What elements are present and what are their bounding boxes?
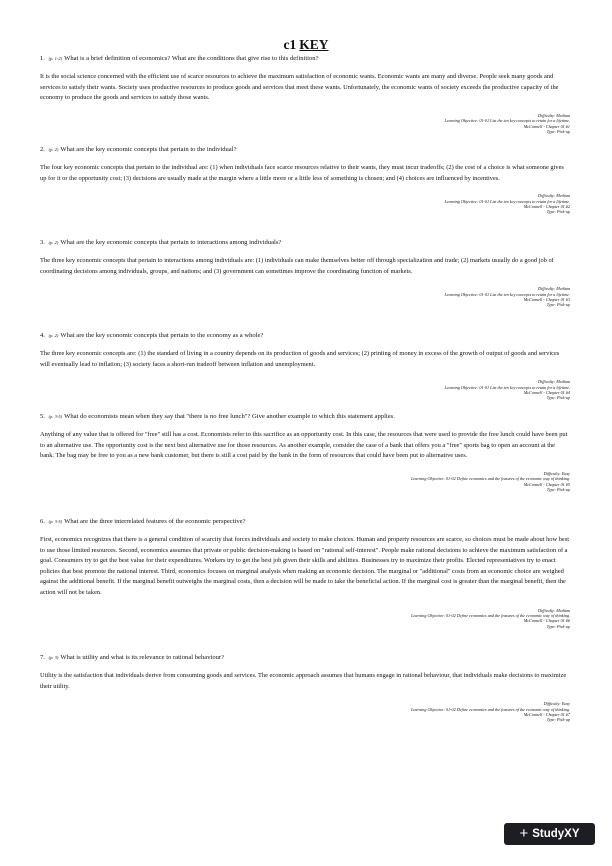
question-number: 1. <box>40 55 45 62</box>
difficulty-label: Difficulty: Medium <box>538 112 570 118</box>
question-text: What are the key economic concepts that pertain to interactions among individuals? <box>60 239 282 246</box>
objective-label: Learning Objective: 01-02 Define economics and the features of the economic way of thinking. <box>411 476 570 482</box>
objective-label: Learning Objective: 01-01 List the ten key concepts to retain for a lifetime. <box>444 291 570 297</box>
question-text: What are the three interrelated features of the economic perspective? <box>64 518 246 525</box>
difficulty-label: Difficulty: Easy <box>543 701 570 707</box>
question-number: 6. <box>40 518 45 525</box>
question-pages: (p. 2) <box>48 147 59 152</box>
plus-icon: + <box>519 825 529 842</box>
type-label: Type: Pick-up <box>546 302 570 308</box>
question-meta <box>40 286 570 308</box>
question-block <box>40 412 570 492</box>
difficulty-label: Difficulty: Medium <box>538 286 570 292</box>
question-text: What is utility and what is its relevance to rational behaviour? <box>60 654 225 661</box>
objective-label: Learning Objective: 01-01 List the ten key concepts to retain for a lifetime. <box>444 384 570 390</box>
reference-label: McConnell - Chapter 01 #6 <box>523 618 570 624</box>
question-block <box>40 331 570 401</box>
answer-text: Anything of any value that is offered for "free" still has a cost. Economists refer to this sacrifice as an opportunity cost. In this case, the resources that were used to provide the free lunch could have been put to an alternative use. The opportunity cost is the next best alternative use for those resources. As another example, consider the case of a bank that offers you a "free" sports bag to open an account at the bank. The bag may be free to you as a new bank customer, but there is still a cost paid by the bank in the form of resources that could have been put to alternative uses. <box>40 431 568 460</box>
type-label: Type: Pick-up <box>546 209 570 215</box>
question-meta <box>40 701 570 723</box>
question-block <box>40 238 570 308</box>
question-meta <box>40 379 570 401</box>
answer-text: The three key economic concepts are: (1) the standard of living in a country depends on its production of goods and services; (2) printing of money in excess of the growth of output of goods and services will eventually lead to inflation; (3) society faces a short-run tradeoff between inflation and unemployment. <box>40 350 560 368</box>
type-label: Type: Pick-up <box>546 395 570 401</box>
title-prefix: c1 <box>283 37 297 52</box>
question-meta <box>40 193 570 215</box>
question-pages: (p. 2) <box>48 240 59 245</box>
answer-text: The four key economic concepts that pertain to the individual are: (1) when individuals face scarce resources relative to their wants, they must incur tradeoffs; (2) the cost of a choice is what someone gives up for it or the opportunity cost; (3) decisions are usually made at the margin where a little more or a little less of something is chosen; and (4) choices are influenced by incentives. <box>40 164 564 182</box>
question-text: What do economists mean when they say that "there is no free lunch"? Give another example to which this statement applies. <box>64 413 395 420</box>
type-label: Type: Pick-up <box>546 129 570 134</box>
question-meta <box>40 113 570 135</box>
question-block <box>40 517 570 629</box>
reference-label: McConnell - Chapter 01 #4 <box>523 390 570 395</box>
difficulty-label: Difficulty: Medium <box>538 607 570 613</box>
objective-label: Learning Objective: 01-02 Define economics and the features of the economic way of thinking. <box>411 706 570 712</box>
question-number: 5. <box>40 413 45 420</box>
question-pages: (p. 3) <box>48 655 59 660</box>
objective-label: Learning Objective: 01-01 List the ten key concepts to retain for a lifetime. <box>444 118 570 124</box>
objective-label: Learning Objective: 01-02 Define economics and the features of the economic way of thinking. <box>411 612 570 618</box>
difficulty-label: Difficulty: Easy <box>543 470 570 476</box>
question-meta <box>40 608 570 630</box>
studyxy-logo <box>504 823 595 845</box>
answer-text: Utility is the satisfaction that individuals derive from consuming goods and services. The economic approach assumes that humans engage in rational behaviour, that individuals make decisions to maximize their utility. <box>40 672 567 690</box>
question-number: 3. <box>40 239 45 246</box>
question-block <box>40 54 570 134</box>
answer-text: First, economics recognizes that there is a general condition of scarcity that forces individuals and society to make choices. Human and property resources are scarce, so choices must be made about how best to use those limited resources. Second, economics assumes that private or public decision-making is based on "rational self-interest". People make rational decisions to achieve the maximum satisfaction of a goal. Consumers try to get the best value for their expenditures. Workers try to get the best job given their skills and abilities. Businesses try to maximize their profits. Elected representatives try to enact policies that best promote the national interest. Third, economics focuses on marginal analysis when making an economic decision. The marginal or "additional" costs from an economic choice are weighed against the additional benefit. If the marginal benefit outweighs the marginal costs, then a decision will be made to take the beneficial action. If the marginal cost is greater than the marginal benefit, then the action will not be taken. <box>40 536 570 596</box>
type-label: Type: Pick-up <box>546 717 570 723</box>
reference-label: McConnell - Chapter 01 #2 <box>523 204 570 209</box>
question-text: What are the key economic concepts that pertain to the individual? <box>60 146 237 153</box>
question-line <box>40 145 570 154</box>
question-pages: (p. 3-5) <box>48 519 63 524</box>
question-meta <box>40 471 570 493</box>
question-pages: (p. 3-5) <box>48 414 63 419</box>
question-pages: (p. 1-2) <box>48 56 63 61</box>
objective-label: Learning Objective: 01-01 List the ten key concepts to retain for a lifetime. <box>444 198 570 204</box>
question-line <box>40 653 570 662</box>
difficulty-label: Difficulty: Medium <box>538 193 570 199</box>
question-number: 4. <box>40 332 45 339</box>
reference-label: McConnell - Chapter 01 #1 <box>523 123 570 129</box>
question-text: What is a brief definition of economics? What are the conditions that give rise to this definition? <box>64 55 319 62</box>
question-block <box>40 653 570 723</box>
question-line <box>40 517 570 526</box>
question-number: 2. <box>40 146 45 153</box>
question-pages: (p. 2) <box>48 333 59 338</box>
question-line <box>40 54 570 63</box>
difficulty-label: Difficulty: Medium <box>538 379 570 385</box>
question-line <box>40 331 570 340</box>
question-line <box>40 238 570 247</box>
reference-label: McConnell - Chapter 01 #7 <box>523 712 570 717</box>
answer-text: It is the social science concerned with the efficient use of scarce resources to achieve the maximum satisfaction of economic wants. Economic wants are many and diverse. People seek many goods and services to satisfy their wants. Society uses productive resources to produce goods and services that meet these wants. Unfortunately, the economic wants of society exceeds the productive capacity of the economy to produce the goods and services to satisfy those wants. <box>40 73 559 102</box>
question-block <box>40 145 570 215</box>
page-title <box>0 37 612 52</box>
reference-label: McConnell - Chapter 01 #3 <box>523 297 570 302</box>
logo-text: StudyXY <box>532 828 580 840</box>
question-number: 7. <box>40 654 45 661</box>
reference-label: McConnell - Chapter 01 #5 <box>523 481 570 487</box>
question-line <box>40 412 570 421</box>
type-label: Type: Pick-up <box>546 487 570 492</box>
answer-text: The three key economic concepts that pertain to interactions among individuals are: (1) individuals can make themselves better off through specialization and trade; (2) markets usually do a good job of coordinating decisions among individuals, groups, and nations; and (3) government can sometimes improve the coordinating function of markets. <box>40 257 554 275</box>
question-text: What are the key economic concepts that pertain to the economy as a whole? <box>60 332 264 339</box>
title-key: KEY <box>299 37 329 52</box>
type-label: Type: Pick-up <box>546 623 570 629</box>
